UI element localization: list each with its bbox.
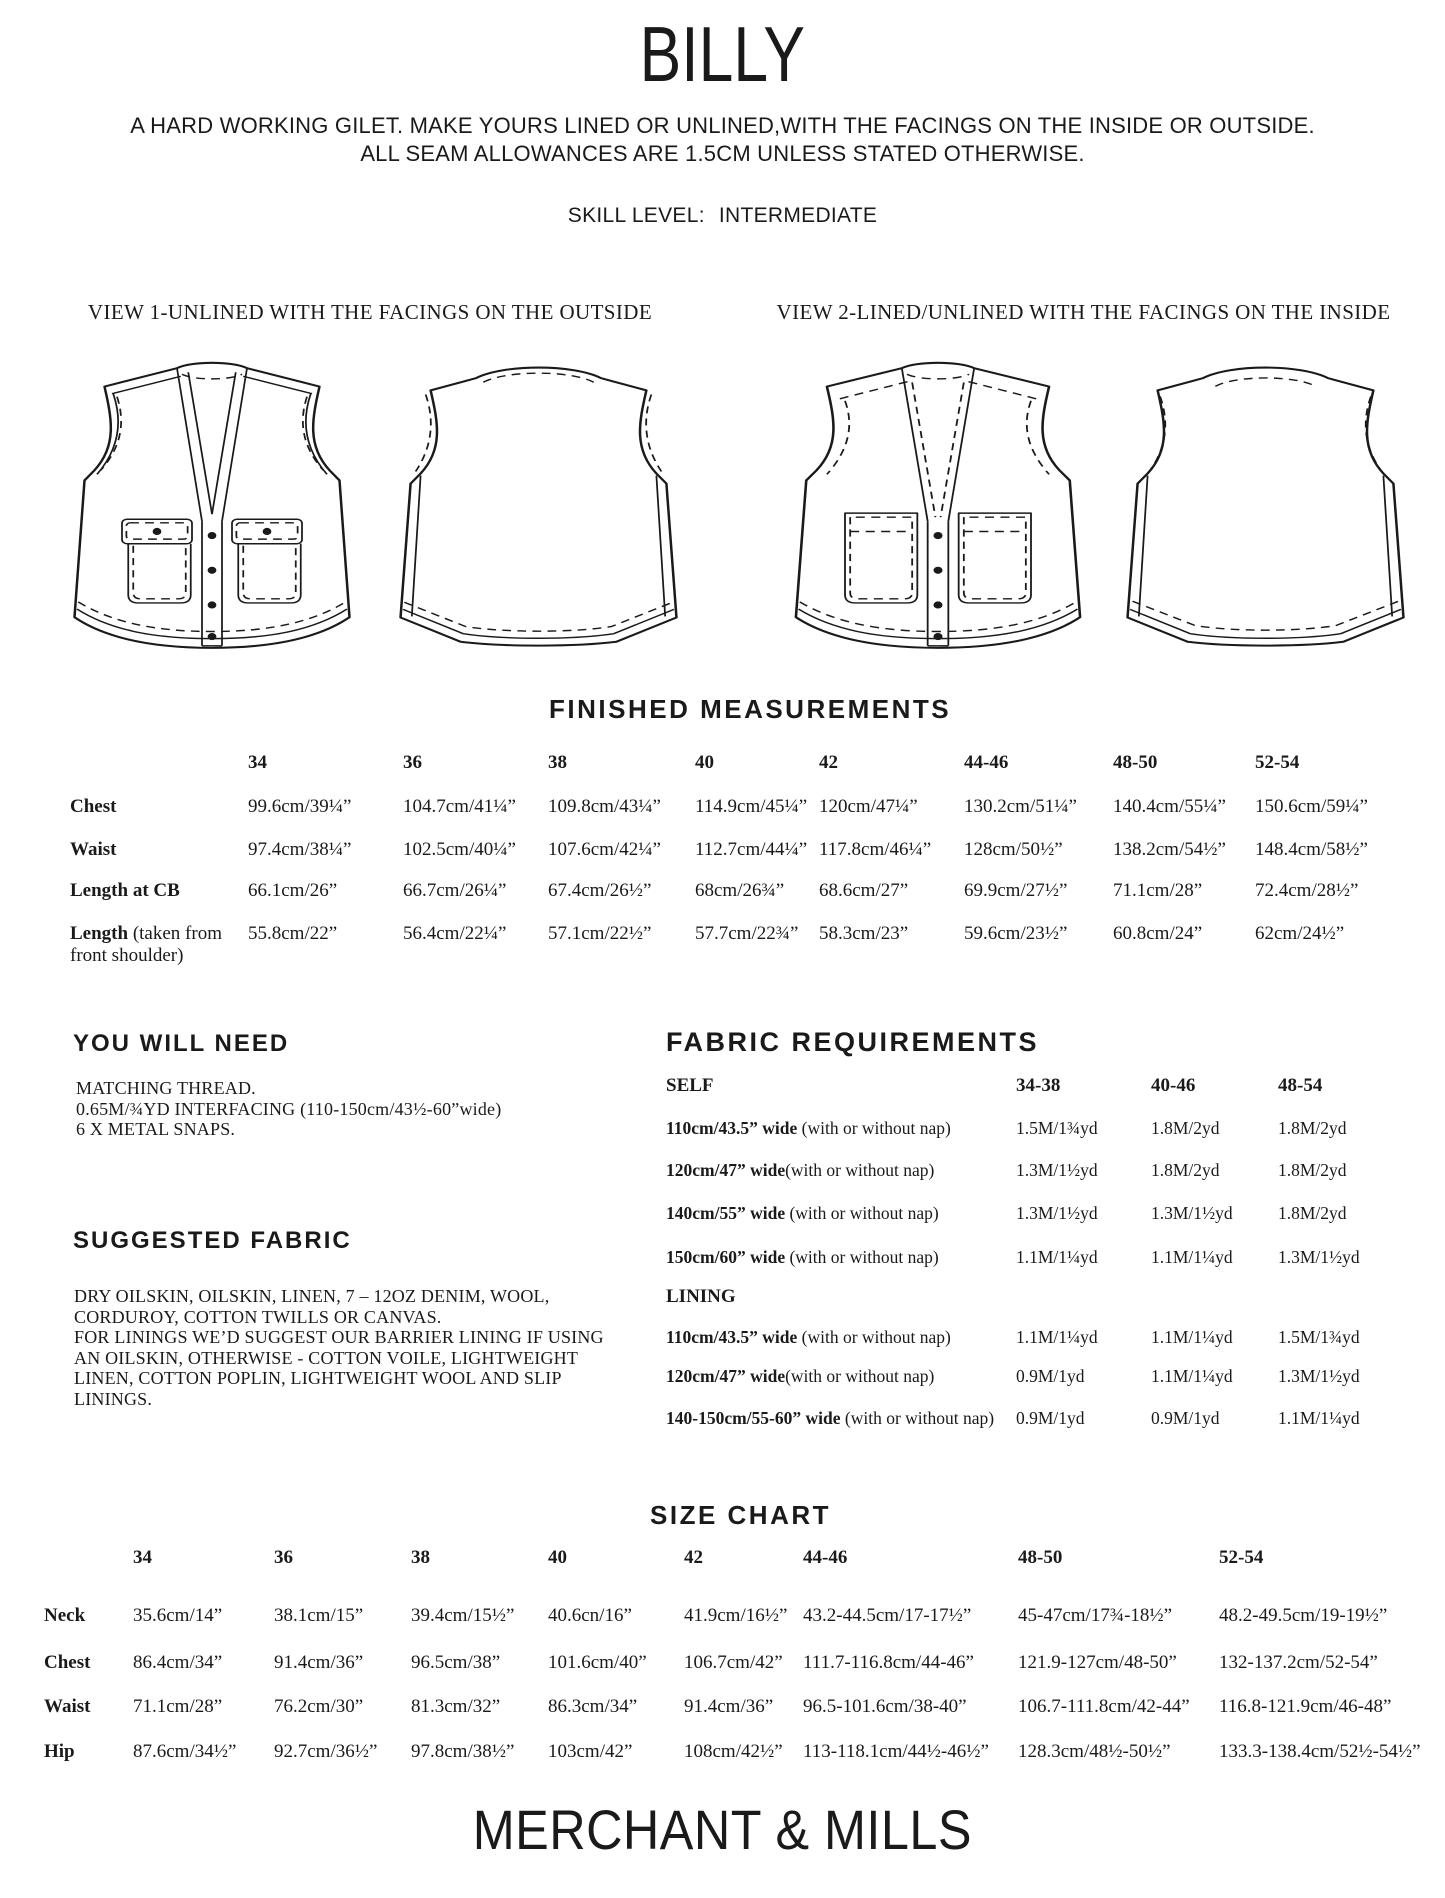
cell: 130.2cm/51¼” bbox=[964, 796, 1077, 817]
table-row bbox=[70, 796, 1425, 818]
table-row bbox=[44, 1696, 1439, 1718]
cell: 114.9cm/45¼” bbox=[695, 796, 808, 817]
size-header: 52-54 bbox=[1219, 1547, 1264, 1568]
cell: 0.9M/1yd bbox=[1016, 1366, 1085, 1386]
cell: 113-118.1cm/44½-46½” bbox=[803, 1741, 989, 1762]
description-line-2: ALL SEAM ALLOWANCES ARE 1.5CM UNLESS STATED OTHERWISE. bbox=[360, 141, 1085, 166]
cell: 40.6cn/16” bbox=[548, 1605, 632, 1626]
cell: 72.4cm/28½” bbox=[1255, 880, 1359, 901]
cell: 60.8cm/24” bbox=[1113, 923, 1203, 944]
view2-front-vest-illustration bbox=[783, 360, 1093, 656]
cell: 1.8M/2yd bbox=[1278, 1203, 1347, 1223]
size-header: 44-46 bbox=[803, 1547, 848, 1568]
cell: 1.1M/1¼yd bbox=[1016, 1247, 1098, 1267]
skill-level-label: SKILL LEVEL: bbox=[567, 204, 705, 227]
cell: 103cm/42” bbox=[548, 1741, 633, 1762]
fabric-requirements-header-row bbox=[666, 1075, 1445, 1096]
cell: 57.1cm/22½” bbox=[548, 923, 652, 944]
view2-back-vest-illustration bbox=[1115, 362, 1416, 656]
cell: 1.8M/2yd bbox=[1278, 1160, 1347, 1180]
table-row bbox=[666, 1160, 1445, 1181]
size-header: 40 bbox=[695, 752, 714, 773]
size-header: 48-50 bbox=[1018, 1547, 1063, 1568]
size-header: 42 bbox=[684, 1547, 703, 1568]
row-label: Hip bbox=[44, 1741, 75, 1762]
cell: 56.4cm/22¼” bbox=[403, 923, 507, 944]
size-header: 36 bbox=[274, 1547, 293, 1568]
you-will-need-list bbox=[76, 1078, 501, 1140]
cell: 1.5M/1¾yd bbox=[1278, 1327, 1360, 1347]
table-row bbox=[666, 1203, 1445, 1224]
cell: 86.4cm/34” bbox=[133, 1652, 223, 1673]
size-header: 34 bbox=[133, 1547, 152, 1568]
cell: 41.9cm/16½” bbox=[684, 1605, 788, 1626]
cell: 38.1cm/15” bbox=[274, 1605, 364, 1626]
fabric-text-line: CORDUROY, COTTON TWILLS OR CANVAS. bbox=[74, 1306, 442, 1327]
cell: 0.9M/1yd bbox=[1151, 1408, 1220, 1428]
row-label: Length at CB bbox=[70, 880, 180, 901]
cell: 43.2-44.5cm/17-17½” bbox=[803, 1605, 972, 1626]
table-row bbox=[70, 923, 1425, 967]
cell: 112.7cm/44¼” bbox=[695, 839, 808, 860]
cell: 86.3cm/34” bbox=[548, 1696, 638, 1717]
row-label: 110cm/43.5” wide (with or without nap) bbox=[666, 1118, 951, 1138]
cell: 39.4cm/15½” bbox=[411, 1605, 515, 1626]
size-header: 38 bbox=[548, 752, 567, 773]
cell: 87.6cm/34½” bbox=[133, 1741, 237, 1762]
table-row bbox=[70, 839, 1425, 861]
cell: 128.3cm/48½-50½” bbox=[1018, 1741, 1171, 1762]
size-group-header: 34-38 bbox=[1016, 1075, 1061, 1096]
fabric-text-line: LININGS. bbox=[74, 1388, 153, 1409]
cell: 106.7-111.8cm/42-44” bbox=[1018, 1696, 1190, 1717]
brand-name: MERCHANT & MILLS bbox=[472, 1798, 973, 1861]
cell: 148.4cm/58½” bbox=[1255, 839, 1368, 860]
cell: 1.3M/1½yd bbox=[1016, 1160, 1098, 1180]
cell: 1.3M/1½yd bbox=[1278, 1247, 1360, 1267]
table-row bbox=[44, 1652, 1439, 1674]
fabric-requirements-heading: FABRIC REQUIREMENTS bbox=[666, 1027, 1040, 1057]
finished-measurements-size-header-row bbox=[70, 752, 1425, 774]
cell: 132-137.2cm/52-54” bbox=[1219, 1652, 1378, 1673]
cell: 97.4cm/38¼” bbox=[248, 839, 352, 860]
cell: 0.9M/1yd bbox=[1016, 1408, 1085, 1428]
finished-measurements-heading: FINISHED MEASUREMENTS bbox=[549, 694, 952, 724]
page-title bbox=[0, 10, 1445, 98]
row-label: Waist bbox=[70, 839, 117, 860]
table-row bbox=[666, 1118, 1445, 1139]
table-row bbox=[666, 1366, 1445, 1387]
cell: 116.8-121.9cm/46-48” bbox=[1219, 1696, 1392, 1717]
cell: 99.6cm/39¼” bbox=[248, 796, 352, 817]
size-group-header: 40-46 bbox=[1151, 1075, 1196, 1096]
cell: 71.1cm/28” bbox=[133, 1696, 223, 1717]
row-label: Waist bbox=[44, 1696, 91, 1717]
fabric-text-line: FOR LININGS WE’D SUGGEST OUR BARRIER LINING IF USING bbox=[74, 1327, 604, 1347]
self-label: SELF bbox=[666, 1075, 714, 1096]
table-row bbox=[44, 1741, 1439, 1763]
cell: 1.5M/1¾yd bbox=[1016, 1118, 1098, 1138]
cell: 1.1M/1¼yd bbox=[1151, 1327, 1233, 1347]
cell: 96.5-101.6cm/38-40” bbox=[803, 1696, 967, 1717]
lining-label: LINING bbox=[666, 1286, 736, 1307]
suggested-fabric-heading: SUGGESTED FABRIC bbox=[73, 1227, 352, 1254]
size-header: 34 bbox=[248, 752, 267, 773]
cell: 1.3M/1½yd bbox=[1016, 1203, 1098, 1223]
row-label: 110cm/43.5” wide (with or without nap) bbox=[666, 1327, 951, 1347]
cell: 101.6cm/40” bbox=[548, 1652, 647, 1673]
size-header: 48-50 bbox=[1113, 752, 1158, 773]
cell: 68.6cm/27” bbox=[819, 880, 909, 901]
cell: 102.5cm/40¼” bbox=[403, 839, 516, 860]
cell: 59.6cm/23½” bbox=[964, 923, 1068, 944]
cell: 35.6cm/14” bbox=[133, 1605, 223, 1626]
row-label: Length (taken from front shoulder) bbox=[70, 923, 222, 966]
cell: 104.7cm/41¼” bbox=[403, 796, 516, 817]
cell: 1.3M/1½yd bbox=[1278, 1366, 1360, 1386]
view-2-label: VIEW 2-LINED/UNLINED WITH THE FACINGS ON THE INSIDE bbox=[776, 300, 1391, 324]
row-label: 120cm/47” wide(with or without nap) bbox=[666, 1160, 935, 1180]
row-label: 120cm/47” wide(with or without nap) bbox=[666, 1366, 935, 1386]
row-label: Neck bbox=[44, 1605, 86, 1626]
row-label: Chest bbox=[44, 1652, 91, 1673]
you-will-need-heading: YOU WILL NEED bbox=[73, 1030, 290, 1057]
cell: 76.2cm/30” bbox=[274, 1696, 364, 1717]
cell: 66.7cm/26¼” bbox=[403, 880, 507, 901]
cell: 45-47cm/17¾-18½” bbox=[1018, 1605, 1173, 1626]
skill-level-value: INTERMEDIATE bbox=[718, 204, 878, 227]
cell: 109.8cm/43¼” bbox=[548, 796, 661, 817]
need-item: 0.65M/¾YD INTERFACING (110-150cm/43½-60”wide) bbox=[76, 1098, 502, 1119]
cell: 1.1M/1¼yd bbox=[1278, 1408, 1360, 1428]
cell: 1.3M/1½yd bbox=[1151, 1203, 1233, 1223]
cell: 1.8M/2yd bbox=[1278, 1118, 1347, 1138]
size-header: 42 bbox=[819, 752, 838, 773]
table-row bbox=[666, 1408, 1445, 1429]
table-row bbox=[666, 1247, 1445, 1268]
cell: 62cm/24½” bbox=[1255, 923, 1345, 944]
cell: 111.7-116.8cm/44-46” bbox=[803, 1652, 974, 1673]
cell: 58.3cm/23” bbox=[819, 923, 909, 944]
fabric-text-line: AN OILSKIN, OTHERWISE - COTTON VOILE, LIGHTWEIGHT bbox=[74, 1347, 579, 1368]
size-header: 44-46 bbox=[964, 752, 1009, 773]
cell: 97.8cm/38½” bbox=[411, 1741, 515, 1762]
cell: 92.7cm/36½” bbox=[274, 1741, 378, 1762]
cell: 128cm/50½” bbox=[964, 839, 1063, 860]
pattern-description bbox=[0, 112, 1445, 168]
cell: 121.9-127cm/48-50” bbox=[1018, 1652, 1177, 1673]
description-line-1: A HARD WORKING GILET. MAKE YOURS LINED OR UNLINED,WITH THE FACINGS ON THE INSIDE OR OUTSIDE. bbox=[130, 113, 1315, 138]
need-item: 6 X METAL SNAPS. bbox=[76, 1119, 236, 1139]
cell: 140.4cm/55¼” bbox=[1113, 796, 1226, 817]
cell: 120cm/47¼” bbox=[819, 796, 918, 817]
cell: 71.1cm/28” bbox=[1113, 880, 1203, 901]
size-chart-heading: SIZE CHART bbox=[650, 1500, 831, 1530]
size-header: 52-54 bbox=[1255, 752, 1300, 773]
row-label: 150cm/60” wide (with or without nap) bbox=[666, 1247, 939, 1267]
skill-level bbox=[0, 204, 1445, 228]
cell: 1.8M/2yd bbox=[1151, 1118, 1220, 1138]
fabric-text-line: DRY OILSKIN, OILSKIN, LINEN, 7 – 12OZ DENIM, WOOL, bbox=[74, 1286, 550, 1306]
row-label: 140cm/55” wide (with or without nap) bbox=[666, 1203, 939, 1223]
cell: 57.7cm/22¾” bbox=[695, 923, 799, 944]
view1-back-vest-illustration bbox=[388, 362, 689, 656]
cell: 107.6cm/42¼” bbox=[548, 839, 661, 860]
cell: 67.4cm/26½” bbox=[548, 880, 652, 901]
need-item: MATCHING THREAD. bbox=[76, 1078, 256, 1098]
cell: 117.8cm/46¼” bbox=[819, 839, 932, 860]
cell: 133.3-138.4cm/52½-54½” bbox=[1219, 1741, 1421, 1762]
cell: 96.5cm/38” bbox=[411, 1652, 501, 1673]
size-header: 36 bbox=[403, 752, 422, 773]
view1-front-vest-illustration bbox=[62, 360, 362, 656]
cell: 91.4cm/36” bbox=[684, 1696, 774, 1717]
view-1-label: VIEW 1-UNLINED WITH THE FACINGS ON THE OUTSIDE bbox=[87, 300, 653, 324]
cell: 1.8M/2yd bbox=[1151, 1160, 1220, 1180]
row-label: 140-150cm/55-60” wide (with or without nap) bbox=[666, 1408, 995, 1428]
table-row bbox=[44, 1605, 1439, 1627]
size-group-header: 48-54 bbox=[1278, 1075, 1323, 1096]
suggested-fabric-text bbox=[74, 1286, 604, 1409]
cell: 81.3cm/32” bbox=[411, 1696, 501, 1717]
cell: 68cm/26¾” bbox=[695, 880, 785, 901]
table-row bbox=[666, 1327, 1445, 1348]
cell: 150.6cm/59¼” bbox=[1255, 796, 1368, 817]
pattern-name: BILLY bbox=[639, 10, 806, 98]
size-chart-header-row bbox=[44, 1547, 1439, 1569]
cell: 1.1M/1¼yd bbox=[1151, 1247, 1233, 1267]
cell: 108cm/42½” bbox=[684, 1741, 783, 1762]
brand-footer bbox=[0, 1798, 1445, 1862]
table-row bbox=[70, 880, 1425, 902]
cell: 1.1M/1¼yd bbox=[1016, 1327, 1098, 1347]
size-header: 38 bbox=[411, 1547, 430, 1568]
cell: 55.8cm/22” bbox=[248, 923, 338, 944]
fabric-text-line: LINEN, COTTON POPLIN, LIGHTWEIGHT WOOL AND SLIP bbox=[74, 1368, 562, 1388]
cell: 1.1M/1¼yd bbox=[1151, 1366, 1233, 1386]
cell: 66.1cm/26” bbox=[248, 880, 338, 901]
size-header: 40 bbox=[548, 1547, 567, 1568]
cell: 69.9cm/27½” bbox=[964, 880, 1068, 901]
cell: 48.2-49.5cm/19-19½” bbox=[1219, 1605, 1388, 1626]
cell: 106.7cm/42” bbox=[684, 1652, 783, 1673]
cell: 138.2cm/54½” bbox=[1113, 839, 1226, 860]
row-label: Chest bbox=[70, 796, 117, 817]
cell: 91.4cm/36” bbox=[274, 1652, 364, 1673]
